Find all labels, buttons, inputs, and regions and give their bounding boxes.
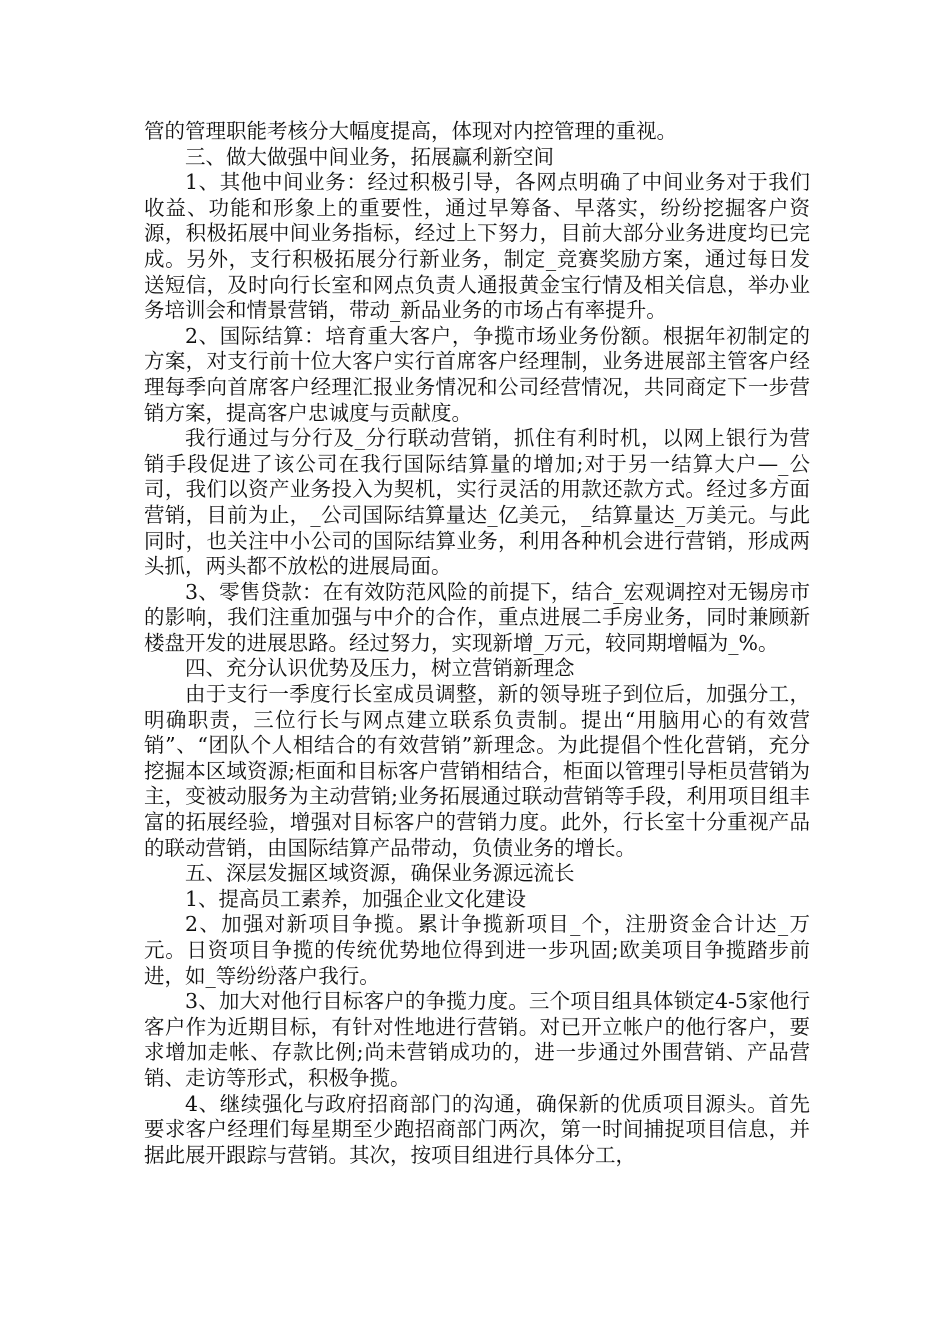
paragraph-continuation: 管的管理职能考核分大幅度提高，体现对内控管理的重视。 [144, 119, 677, 143]
paragraph-staff-quality: 1、提高员工素养，加强企业文化建设 [185, 886, 527, 911]
section-heading-4: 四、充分认识优势及压力，树立营销新理念 [185, 656, 575, 681]
paragraph-other-intermediary-business: 1、其他中间业务：经过积极引导，各网点明确了中间业务对于我们收益、功能和形象上的重要性，通过早筹备、早落实，纷纷挖掘客户资源，积极拓展中间业务指标，经过上下努力，目前大部分业务进度均已完成。另外，支行积极拓展分行新业务，制定_竞赛奖励方案，通过每日发送短信，及时向行长室和网点负责人通报黄金宝行情及相关信息，举办业务培训会和情景营销，带动_新品业务的市场占有率提升。 [144, 170, 810, 323]
paragraph-marketing-concept: 由于支行一季度行长室成员调整，新的领导班子到位后，加强分工，明确职责，三位行长与网点建立联系负责制。提出“用脑用心的有效营销”、“团队个人相结合的有效营销”新理念。为此提倡个性化营销，充分挖掘本区域资源;柜面和目标客户营销相结合，柜面以管理引导柜员营销为主，变被动服务为主动营销;业务拓展通过联动营销等手段，利用项目组丰富的拓展经验，增强对目标客户的营销力度。此外，行长室十分重视产品的联动营销，由国际结算产品带动，负债业务的增长。 [144, 682, 810, 860]
paragraph-international-settlement: 2、国际结算：培育重大客户，争揽市场业务份额。根据年初制定的方案，对支行前十位大客户实行首席客户经理制，业务进展部主管客户经理每季向首席客户经理汇报业务情况和公司经营情况，共同商定下一步营销方案，提高客户忠诚度与贡献度。 [144, 323, 810, 425]
section-heading-3: 三、做大做强中间业务，拓展赢利新空间 [185, 144, 554, 169]
paragraph-retail-loans: 3、零售贷款：在有效防范风险的前提下，结合_宏观调控对无锡房市的影响，我们注重加强与中介的合作，重点进展二手房业务，同时兼顾新楼盘开发的进展思路。经过努力，实现新增_万元，较同期增幅为_%。 [144, 579, 810, 655]
paragraph-joint-marketing: 我行通过与分行及_分行联动营销，抓住有利时机，以网上银行为营销手段促进了该公司在我行国际结算量的增加;对于另一结算大户—_公司，我们以资产业务投入为契机，实行灵活的用款还款方式。经过多方面营销，目前为止，_公司国际结算量达_亿美元，_结算量达_万美元。与此同时，也关注中小公司的国际结算业务，利用各种机会进行营销，形成两头抓，两头都不放松的进展局面。 [144, 426, 810, 579]
paragraph-other-bank-clients: 3、加大对他行目标客户的争揽力度。三个项目组具体锁定4-5家他行客户作为近期目标，有针对性地进行营销。对已开立帐户的他行客户，要求增加走帐、存款比例;尚未营销成功的，进一步通过外围营销、产品营销、走访等形式，积极争揽。 [144, 989, 810, 1090]
paragraph-new-projects: 2、加强对新项目争揽。累计争揽新项目_个，注册资金合计达_万元。日资项目争揽的传统优势地位得到进一步巩固;欧美项目争揽踏步前进，如_等纷纷落户我行。 [144, 912, 810, 988]
document-page [144, 119, 810, 1168]
paragraph-government-communication: 4、继续强化与政府招商部门的沟通，确保新的优质项目源头。首先要求客户经理们每星期至少跑招商部门两次，第一时间捕捉项目信息，并据此展开跟踪与营销。其次，按项目组进行具体分工， [144, 1091, 810, 1167]
section-heading-5: 五、深层发掘区域资源，确保业务源远流长 [185, 861, 575, 886]
